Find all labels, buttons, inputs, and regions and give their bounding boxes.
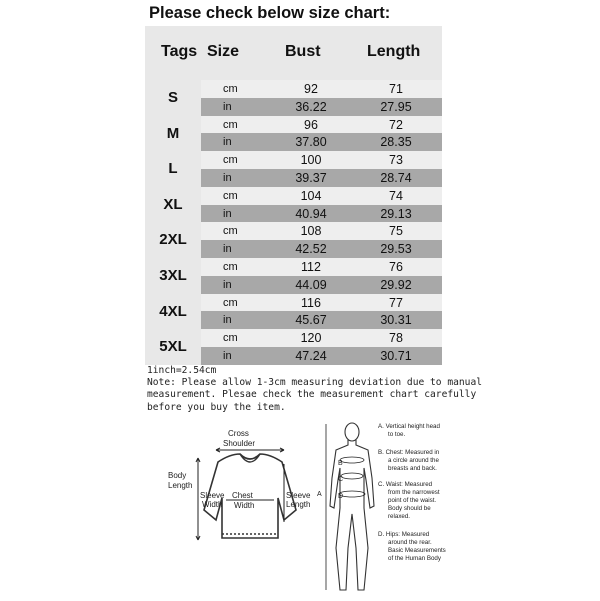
table-row: [201, 133, 442, 151]
size-group: [145, 80, 442, 116]
table-row: [201, 151, 442, 169]
label-sleeve-length: Length: [286, 500, 311, 509]
body-figure: [330, 423, 374, 590]
bust-cm: 120: [300, 331, 322, 346]
size-group: [145, 222, 442, 258]
unit-cm: cm: [223, 154, 238, 167]
header-tags: Tags: [161, 43, 198, 60]
legend-line: D. Hips: Measured: [378, 531, 430, 538]
legend-line: around the rear.: [388, 539, 432, 546]
table-row: [201, 347, 442, 365]
size-tag: 5XL: [159, 338, 187, 356]
label-cross-shoulder: Shoulder: [223, 439, 256, 448]
unit-in: in: [223, 314, 232, 327]
bust-in: 36.22: [295, 99, 327, 114]
table-row: [201, 276, 442, 294]
length-in: 30.71: [380, 348, 412, 363]
size-group: [145, 294, 442, 330]
size-tag: L: [168, 160, 178, 178]
header-bust: Bust: [285, 43, 321, 60]
marker-a: A: [317, 491, 322, 498]
size-tag: XL: [163, 195, 183, 213]
bust-cm: 96: [304, 117, 318, 132]
length-cm: 75: [389, 224, 403, 239]
bust-cm: 112: [301, 259, 321, 274]
bust-cm: 100: [300, 153, 322, 168]
size-group: [145, 116, 442, 152]
table-row: [201, 169, 442, 187]
unit-cm: cm: [223, 225, 238, 238]
unit-in: in: [223, 171, 232, 184]
size-group: [145, 329, 442, 365]
length-cm: 77: [389, 295, 403, 310]
length-cm: 78: [389, 331, 403, 346]
bust-in: 47.24: [295, 348, 327, 363]
length-cm: 72: [389, 117, 403, 132]
size-tag: 4XL: [159, 302, 187, 320]
length-cm: 76: [389, 259, 403, 274]
unit-cm: cm: [223, 118, 238, 131]
note-line: 1inch=2.54cm: [147, 365, 217, 376]
legend-line: Basic Measurements: [388, 547, 446, 554]
size-tag: 2XL: [159, 231, 187, 249]
size-group: [145, 258, 442, 294]
label-sleeve-length: Sleeve: [286, 491, 311, 500]
size-tag: 3XL: [159, 266, 187, 284]
bust-cm: 116: [301, 295, 321, 310]
label-chest-width: Chest: [232, 491, 253, 500]
legend-line: B. Chest: Measured in: [378, 449, 440, 456]
unit-in: in: [223, 136, 232, 149]
legend-line: relaxed.: [388, 513, 411, 520]
label-cross-shoulder: Cross: [228, 429, 249, 438]
cross-shoulder-arrow: [216, 448, 284, 452]
length-in: 28.35: [380, 135, 412, 150]
legend-line: point of the waist.: [388, 497, 437, 504]
note-line: Note: Please allow 1-3cm measuring deviation due to manual: [147, 377, 483, 389]
legend-line: a circle around the: [388, 457, 439, 464]
legend-line: Body should be: [388, 505, 431, 512]
unit-cm: cm: [223, 296, 238, 309]
unit-in: in: [223, 278, 232, 291]
length-cm: 71: [389, 82, 403, 96]
table-row: [201, 311, 442, 329]
marker-c: C: [338, 476, 344, 483]
size-chart-table: [145, 26, 442, 365]
table-row: [201, 258, 442, 276]
size-group: [145, 151, 442, 187]
header-length: Length: [367, 43, 421, 60]
bust-cm: 108: [300, 224, 322, 239]
table-row: [201, 329, 442, 347]
legend-line: breasts and back.: [388, 465, 437, 472]
length-in: 27.95: [380, 99, 412, 114]
bust-in: 40.94: [295, 206, 327, 221]
header-size: Size: [207, 43, 240, 60]
length-cm: 73: [389, 153, 403, 168]
table-row: [201, 240, 442, 258]
table-row: [201, 116, 442, 134]
unit-in: in: [223, 100, 232, 113]
measurement-note: [147, 365, 483, 414]
length-cm: 74: [389, 188, 403, 203]
table-row: [201, 80, 442, 98]
table-row: [201, 294, 442, 312]
length-in: 30.31: [380, 313, 412, 328]
unit-in: in: [223, 243, 232, 256]
label-body-length: Body: [168, 471, 187, 480]
bust-in: 44.09: [295, 277, 327, 292]
unit-cm: cm: [223, 332, 238, 345]
note-line: measurement. Plesae check the measurement chart carefully: [147, 389, 477, 401]
label-chest-width: Width: [234, 501, 255, 510]
unit-in: in: [223, 349, 232, 362]
measurement-diagram: [160, 418, 480, 596]
legend-line: C. Waist: Measured: [378, 481, 433, 488]
label-sleeve-width: Width: [202, 500, 223, 509]
size-tag: S: [167, 89, 178, 106]
marker-b: B: [338, 460, 343, 467]
length-in: 29.92: [380, 277, 412, 292]
label-sleeve-width: Sleeve: [200, 491, 225, 500]
measurement-legend: [378, 423, 446, 562]
length-in: 29.13: [380, 206, 412, 221]
legend-line: of the Human Body: [388, 555, 441, 562]
unit-cm: cm: [223, 83, 238, 95]
table-row: [201, 98, 442, 116]
label-body-length: Length: [168, 481, 193, 490]
unit-cm: cm: [223, 260, 238, 273]
marker-d: D: [338, 493, 344, 500]
unit-cm: cm: [223, 189, 238, 202]
note-line: before you buy the item.: [147, 401, 286, 413]
bust-in: 42.52: [295, 242, 327, 257]
table-row: [201, 187, 442, 205]
legend-line: to toe.: [388, 431, 406, 438]
length-in: 29.53: [380, 242, 412, 257]
bust-in: 39.37: [295, 170, 327, 185]
legend-line: A. Vertical height head: [378, 423, 440, 430]
unit-in: in: [223, 207, 232, 220]
table-body: [145, 80, 442, 365]
size-group: [145, 187, 442, 223]
bust-cm: 92: [304, 82, 318, 96]
bust-cm: 104: [300, 188, 322, 203]
page-title: Please check below size chart:: [149, 4, 391, 22]
table-row: [201, 205, 442, 223]
table-header: [145, 26, 442, 80]
measurement-diagram-svg: [160, 418, 480, 596]
bust-in: 37.80: [295, 135, 327, 150]
table-row: [201, 222, 442, 240]
legend-line: from the narrowest: [388, 489, 440, 496]
size-tag: M: [166, 124, 180, 142]
length-in: 28.74: [380, 170, 412, 185]
bust-in: 45.67: [295, 313, 327, 328]
